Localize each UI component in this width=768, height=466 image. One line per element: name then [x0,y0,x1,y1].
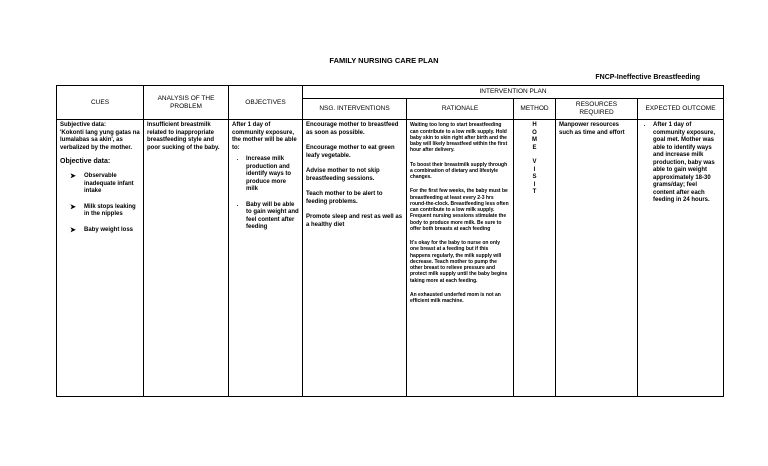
document-title: FAMILY NURSING CARE PLAN [329,56,439,65]
method-letter: V [532,159,537,166]
outcome-list [641,122,720,205]
header-analysis: ANALYSIS OF THE PROBLEM [144,86,229,120]
rationale-item: An exhausted underfed mom is not an efficient milk machine. [410,291,501,305]
method-letter: S [532,174,537,181]
objectives-cell [229,120,303,397]
method-letter: E [532,144,537,151]
care-plan-table [56,85,724,397]
method-letter: M [532,137,537,144]
header-intervention-plan: INTERVENTION PLAN [303,86,724,99]
resources-cell [556,120,638,397]
method-letter: T [532,189,537,196]
arrow-bullet-icon: ➤ [70,226,76,234]
analysis-cell [144,120,229,397]
list-item: ➤ Observable inadequate infant intake [70,173,134,195]
intervention-item: Encourage mother to breastfeed as soon as possible. [306,122,399,136]
list-item: • Baby will be able to gain weight and feel content after feeding [246,202,299,232]
header-outcome: EXPECTED OUTCOME [638,99,724,120]
nsg-interventions-cell [303,120,407,397]
arrow-bullet-icon: ➤ [70,173,76,181]
objective-list [60,173,140,234]
arrow-bullet-icon: ➤ [70,203,76,211]
subjective-label: Subjective data: [60,122,107,129]
header-method: METHOD [514,99,556,120]
header-cues: CUES [57,86,144,120]
rationale-cell [407,120,514,397]
rationale-item: Waiting too long to start breastfeeding can contribute to a low milk supply. Hold baby skin to skin right after birth and the baby will likely breastfeed within the first hour after delivery. [410,122,508,154]
method-letter: I [533,166,536,173]
document-subtitle: FNCP-Ineffective Breastfeeding [595,74,700,81]
outcome-cell [638,120,724,397]
list-item: ➤ Milk stops leaking in the nipples [70,203,136,218]
list-item: • Increase milk production and identify ways to produce more milk [246,156,299,194]
intervention-item: Advise mother to not skip breastfeeding sessions. [306,168,380,182]
header-resources: RESOURCES REQUIRED [556,99,638,120]
rationale-item: It's okay for the baby to nurse on only one breast at a feeding but if this happens regularly, the milk supply will decrease. Teach mother to pump the other breast to relieve pressure and protect milk supply until the baby begins taking more at each feeding. [410,240,508,284]
method-letter: H [532,122,537,129]
rationale-item: For the first few weeks, the baby must be breastfeeding at least every 2-3 hrs round-the-clock. Breastfeeding less often can contribute to a low milk supply. Frequent nursing sessions stimulate the body to produce more milk. Be sure to offer both breasts at each feeding [410,188,509,232]
list-item: ➤ Baby weight loss [70,226,134,234]
intervention-item: Teach mother to be alert to feeding problems. [306,191,383,205]
intervention-item: Encourage mother to eat green leafy vegetable. [306,145,395,159]
method-letter: I [533,181,536,188]
method-letter: O [532,129,537,136]
method-cell [514,120,556,397]
header-objectives: OBJECTIVES [229,86,303,120]
analysis-text: Insufficient breastmilk related to inappropriate breastfeeding style and poor sucking of the baby. [147,122,220,151]
objectives-list [232,156,299,232]
rationale-item: To boost their breastmilk supply through a combination of dietary and lifestyle changes. [410,161,508,181]
header-nsg-interventions: NSG. INTERVENTIONS [303,99,407,120]
subjective-quote: 'Kokonti lang yung gatas na lumalabas sa akin', as verbalized by the mother. [60,129,140,151]
objectives-intro: After 1 day of community exposure, the mother will be able to: [232,122,297,151]
objective-label: Objective data: [60,158,111,166]
cues-cell [57,120,144,397]
intervention-item: Promote sleep and rest as well as a healthy diet [306,214,403,228]
resources-text: Manpower resources such as time and effort [559,122,625,136]
header-rationale: RATIONALE [407,99,514,120]
list-item: • After 1 day of community exposure, goal met. Mother was able to identify ways and increase milk production, baby was able to gain weight approximately 18-30 grams/day; feel content after each feeding in 24 hours. [653,122,720,205]
